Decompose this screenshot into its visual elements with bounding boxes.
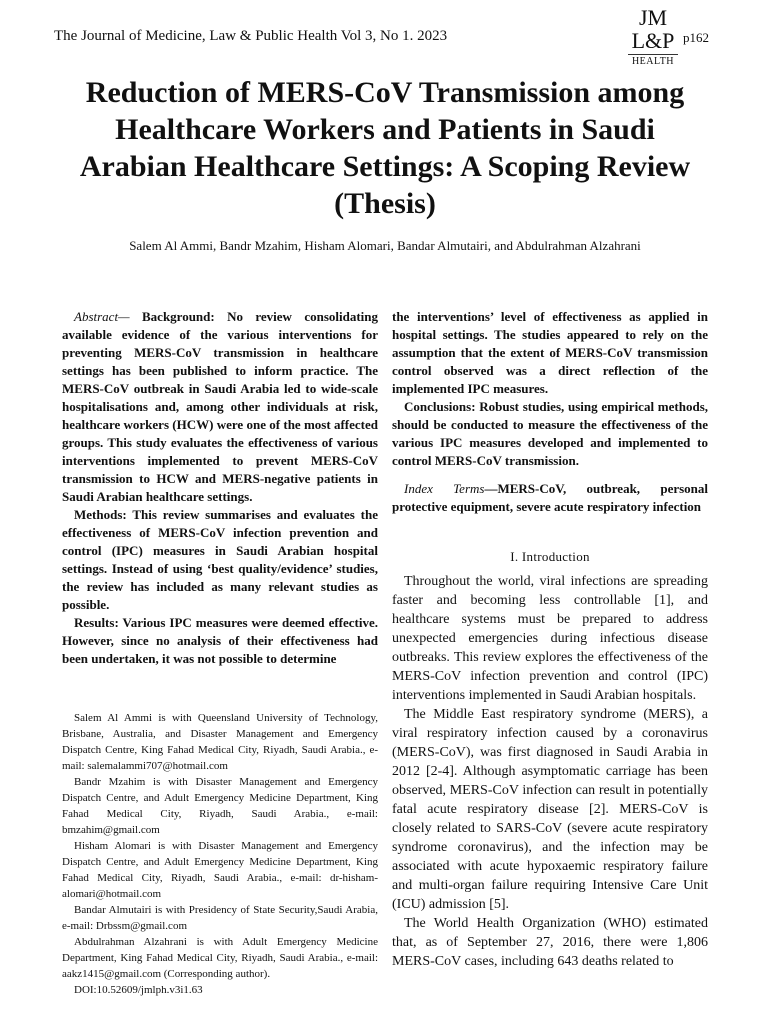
abstract-background: Abstract— Background: No review consolidating available evidence of the various interventions for preventing MERS-CoV transmission in healthcare settings has been published to inform practice. The MERS-CoV outbreak in Saudi Arabia led to wide-scale hospitalisations and, among other individuals at risk, healthcare workers (HCW) were one of the most affected groups. This study evaluates the effectiveness of various interventions implemented to prevent MERS-CoV transmission to HCW and MERS-negative patients in Saudi Arabian healthcare settings. <box>62 309 378 504</box>
abstract-conclusions: Conclusions: Robust studies, using empirical methods, should be conducted to measure the effectiveness of the various IPC measures developed and implemented to control MERS-CoV transmission. <box>392 399 708 468</box>
abstract-results: Results: Various IPC measures were deemed effective. However, since no analysis of their effectiveness had been undertaken, it was not possible to determine <box>62 615 378 666</box>
footnote: Salem Al Ammi is with Queensland University of Technology, Brisbane, Australia, and Disaster Management and Emergency Dispatch Centre, King Fahad Medical City, Riyadh, Saudi Arabia., e-mail: salemalammi707@hotmail.com <box>62 712 378 772</box>
left-column <box>62 308 378 668</box>
index-terms-label: Index Terms <box>404 481 485 496</box>
intro-paragraph: The World Health Organization (WHO) estimated that, as of September 27, 2016, there were 1,806 MERS-CoV cases, including 643 deaths related to <box>392 916 708 969</box>
footnote: Bandar Almutairi is with Presidency of State Security,Saudi Arabia, e-mail: Drbssm@gmail.com <box>62 904 378 932</box>
paper-title: Reduction of MERS-CoV Transmission among Healthcare Workers and Patients in Saudi Arabian Healthcare Settings: A Scoping Review (Thesis) <box>79 76 691 220</box>
journal-logo <box>628 6 678 67</box>
doi: DOI:10.52609/jmlph.v3i1.63 <box>74 984 203 996</box>
author-affiliations <box>62 710 378 998</box>
footnote: Bandr Mzahim is with Disaster Management and Emergency Dispatch Centre, and Adult Emergency Medicine Department, King Fahad Medical City, Riyadh, Saudi Arabia., e-mail: bmzahim@gmail.com <box>62 776 378 836</box>
right-column <box>392 308 708 971</box>
logo-lp-text: L&P <box>631 28 675 53</box>
logo-jm-text: JM <box>638 5 668 30</box>
logo-health-text: HEALTH <box>628 54 678 67</box>
index-terms: Index Terms—MERS-CoV, outbreak, personal protective equipment, severe acute respiratory infection <box>392 481 709 514</box>
footnote: Hisham Alomari is with Disaster Management and Emergency Dispatch Centre, and Adult Emergency Medicine Department, King Fahad Medical City, Riyadh, Saudi Arabia., e-mail: dr-hisham-alomari@hotmail.com <box>62 840 378 900</box>
journal-header: The Journal of Medicine, Law & Public Health Vol 3, No 1. 2023 <box>54 28 448 44</box>
intro-paragraph: Throughout the world, viral infections are spreading faster and becoming less controllable [1], and healthcare systems must be prepared to address unexpected emergencies during infectious disease outbreaks. This review explores the effectiveness of the MERS-CoV infection prevention and control (IPC) interventions implemented in Saudi Arabian hospitals. <box>392 574 708 703</box>
footnote: Abdulrahman Alzahrani is with Adult Emergency Medicine Department, King Fahad Medical City, Riyadh, Saudi Arabia., e-mail: aakz1415@gmail.com (Corresponding author). <box>62 936 378 980</box>
abstract-label: Abstract— <box>74 309 130 324</box>
abstract-results-cont: the interventions’ level of effectiveness as applied in hospital settings. The studies appeared to rely on the assumption that the extent of MERS-CoV transmission control observed was a direct reflection of the implemented IPC measures. <box>392 309 708 396</box>
section-heading-introduction: I. Introduction <box>510 549 590 564</box>
page-number: p162 <box>683 30 709 45</box>
author-list: Salem Al Ammi, Bandr Mzahim, Hisham Alomari, Bandar Almutairi, and Abdulrahman Alzahrani <box>129 238 641 253</box>
intro-paragraph: The Middle East respiratory syndrome (MERS), a viral respiratory infection caused by a coronavirus (MERS-CoV), was first diagnosed in Saudi Arabia in 2012 [2-4]. Although asymptomatic carriage has been observed, MERS-CoV infection can result in potentially fatal acute respiratory disease [2]. MERS-CoV is closely related to SARS-CoV (severe acute respiratory syndrome coronavirus), and the infection may be associated with acute hypoxaemic respiratory failure and multi-organ failure requiring Intensive Care Unit (ICU) admission [5]. <box>392 707 708 912</box>
abstract-methods: Methods: This review summarises and evaluates the effectiveness of MERS-CoV infection prevention and control (IPC) measures in Saudi Arabian hospital settings. Instead of using ‘best quality/evidence’ studies, the review has included as many relevant studies as possible. <box>62 507 378 612</box>
